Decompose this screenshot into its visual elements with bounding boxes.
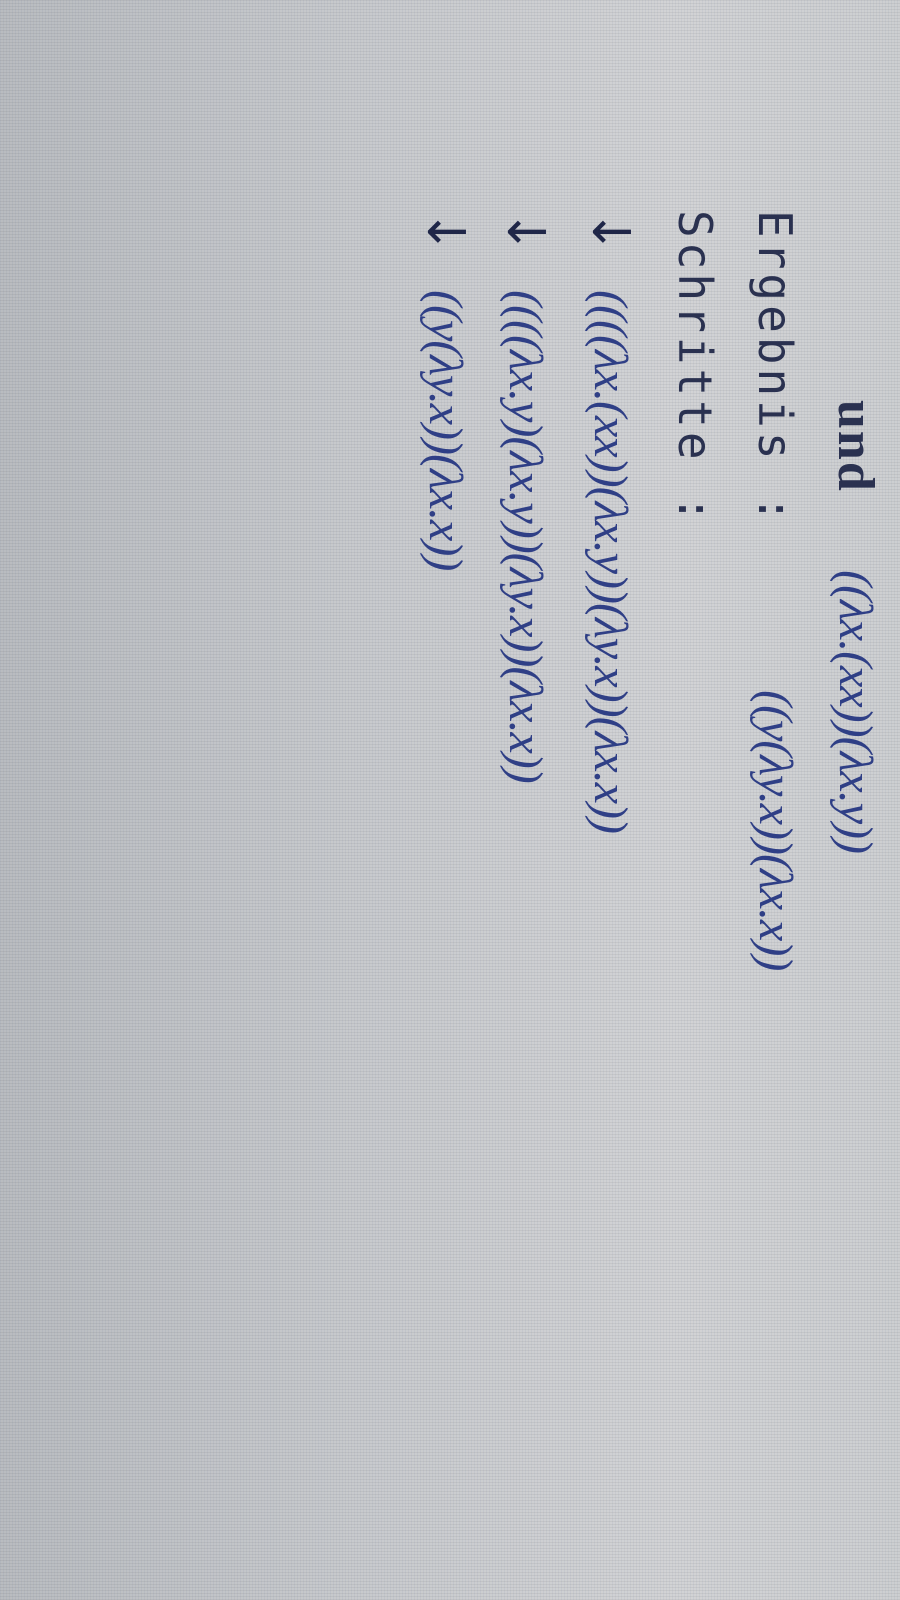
step-formula: ((y(λy.x))(λx.x)) — [419, 290, 472, 571]
step-formula: ((((λx.(xx))(λx.y))(λy.x))(λx.x)) — [584, 290, 637, 833]
ergebnis-label: Ergebnis : — [748, 210, 802, 527]
derivation-text-block — [370, 210, 890, 1600]
step-formula: ((((λx.y)(λx.y))(λy.x))(λx.x)) — [499, 290, 552, 783]
arrow-down-icon: ↓ — [495, 210, 555, 254]
arrow-down-icon: ↓ — [580, 210, 640, 254]
und-label: und — [827, 400, 884, 493]
schritte-label: Schritte : — [668, 210, 722, 527]
arrow-down-icon: ↓ — [415, 210, 475, 254]
result-formula: ((y(λy.x))(λx.x)) — [749, 690, 802, 971]
input-formula: ((λx.(xx))(λx.y)) — [829, 570, 882, 853]
